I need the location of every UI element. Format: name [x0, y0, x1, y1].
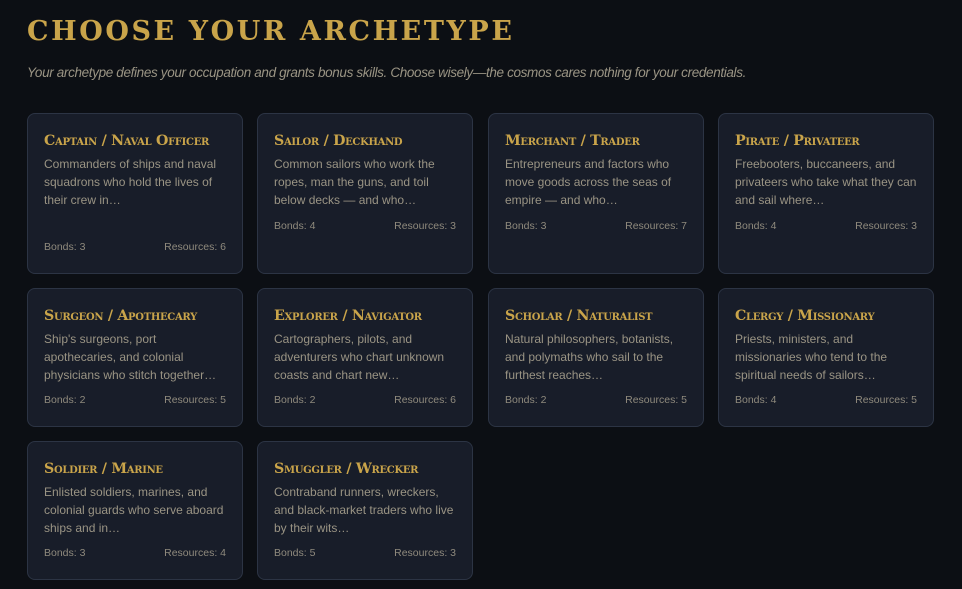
archetype-card-scholar[interactable]: [488, 288, 704, 427]
archetype-stats: [44, 241, 226, 254]
archetype-description: Ship's surgeons, port apothecaries, and colonial physicians who stitch together…: [44, 332, 217, 382]
bonds-value: Bonds: 4: [735, 220, 777, 232]
archetype-card-clergy[interactable]: [718, 288, 934, 427]
archetype-description: Cartographers, pilots, and adventurers who chart unknown coasts and chart new…: [274, 332, 445, 382]
archetype-description: Priests, ministers, and missionaries who tend to the spiritual needs of sailors…: [735, 332, 888, 382]
bonds-value: Bonds: 2: [505, 394, 547, 406]
archetype-title: Soldier / Marine: [44, 461, 163, 477]
archetype-stats: [274, 547, 456, 560]
archetype-card-sailor[interactable]: [257, 113, 473, 274]
resources-value: Resources: 6: [394, 394, 456, 406]
resources-value: Resources: 5: [855, 394, 917, 406]
archetype-stats: [44, 394, 226, 407]
resources-value: Resources: 3: [394, 547, 456, 559]
archetype-description: Entrepreneurs and factors who move goods across the seas of empire — and who…: [505, 157, 672, 207]
archetype-description: Common sailors who work the ropes, man the guns, and toil below decks — and who…: [274, 157, 435, 207]
bonds-value: Bonds: 4: [735, 394, 777, 406]
bonds-value: Bonds: 2: [274, 394, 316, 406]
archetype-description: Contraband runners, wreckers, and black-market traders who live by their wits…: [274, 485, 454, 535]
archetype-stats: [505, 394, 687, 407]
archetype-stats: [274, 220, 456, 233]
archetype-title: Surgeon / Apothecary: [44, 308, 197, 324]
archetype-title: Sailor / Deckhand: [274, 133, 403, 149]
resources-value: Resources: 5: [625, 394, 687, 406]
page-subtitle: Your archetype defines your occupation and grants bonus skills. Choose wisely—the cosmos cares nothing for your credentials.: [27, 65, 747, 80]
archetype-title: Merchant / Trader: [505, 133, 640, 149]
page-title: CHOOSE YOUR ARCHETYPE: [27, 16, 515, 47]
archetype-title: Pirate / Privateer: [735, 133, 860, 149]
archetype-description: Natural philosophers, botanists, and polymaths who sail to the furthest reaches…: [505, 332, 674, 382]
archetype-stats: [44, 547, 226, 560]
archetype-card-explorer[interactable]: [257, 288, 473, 427]
resources-value: Resources: 6: [164, 241, 226, 253]
archetype-description: Enlisted soldiers, marines, and colonial guards who serve aboard ships and in…: [44, 485, 224, 535]
bonds-value: Bonds: 3: [505, 220, 547, 232]
archetype-stats: [505, 220, 687, 233]
bonds-value: Bonds: 3: [44, 547, 86, 559]
resources-value: Resources: 3: [394, 220, 456, 232]
bonds-value: Bonds: 2: [44, 394, 86, 406]
archetype-stats: [735, 220, 917, 233]
archetype-title: Smuggler / Wrecker: [274, 461, 419, 477]
archetype-card-smuggler[interactable]: [257, 441, 473, 580]
archetype-description: Commanders of ships and naval squadrons who hold the lives of their crew in…: [44, 157, 217, 207]
resources-value: Resources: 5: [164, 394, 226, 406]
archetype-title: Captain / Naval Officer: [44, 133, 210, 149]
bonds-value: Bonds: 4: [274, 220, 316, 232]
bonds-value: Bonds: 5: [274, 547, 316, 559]
archetype-title: Scholar / Naturalist: [505, 308, 653, 324]
archetype-card-merchant[interactable]: [488, 113, 704, 274]
archetype-card-soldier[interactable]: [27, 441, 243, 580]
archetype-title: Explorer / Navigator: [274, 308, 422, 324]
archetype-card-surgeon[interactable]: [27, 288, 243, 427]
resources-value: Resources: 3: [855, 220, 917, 232]
archetype-title: Clergy / Missionary: [735, 308, 875, 324]
archetype-description: Freebooters, buccaneers, and privateers who take what they can and sail where…: [735, 157, 917, 207]
resources-value: Resources: 4: [164, 547, 226, 559]
archetype-stats: [735, 394, 917, 407]
bonds-value: Bonds: 3: [44, 241, 86, 253]
archetype-card-pirate[interactable]: [718, 113, 934, 274]
resources-value: Resources: 7: [625, 220, 687, 232]
archetype-card-captain[interactable]: [27, 113, 243, 274]
archetype-stats: [274, 394, 456, 407]
